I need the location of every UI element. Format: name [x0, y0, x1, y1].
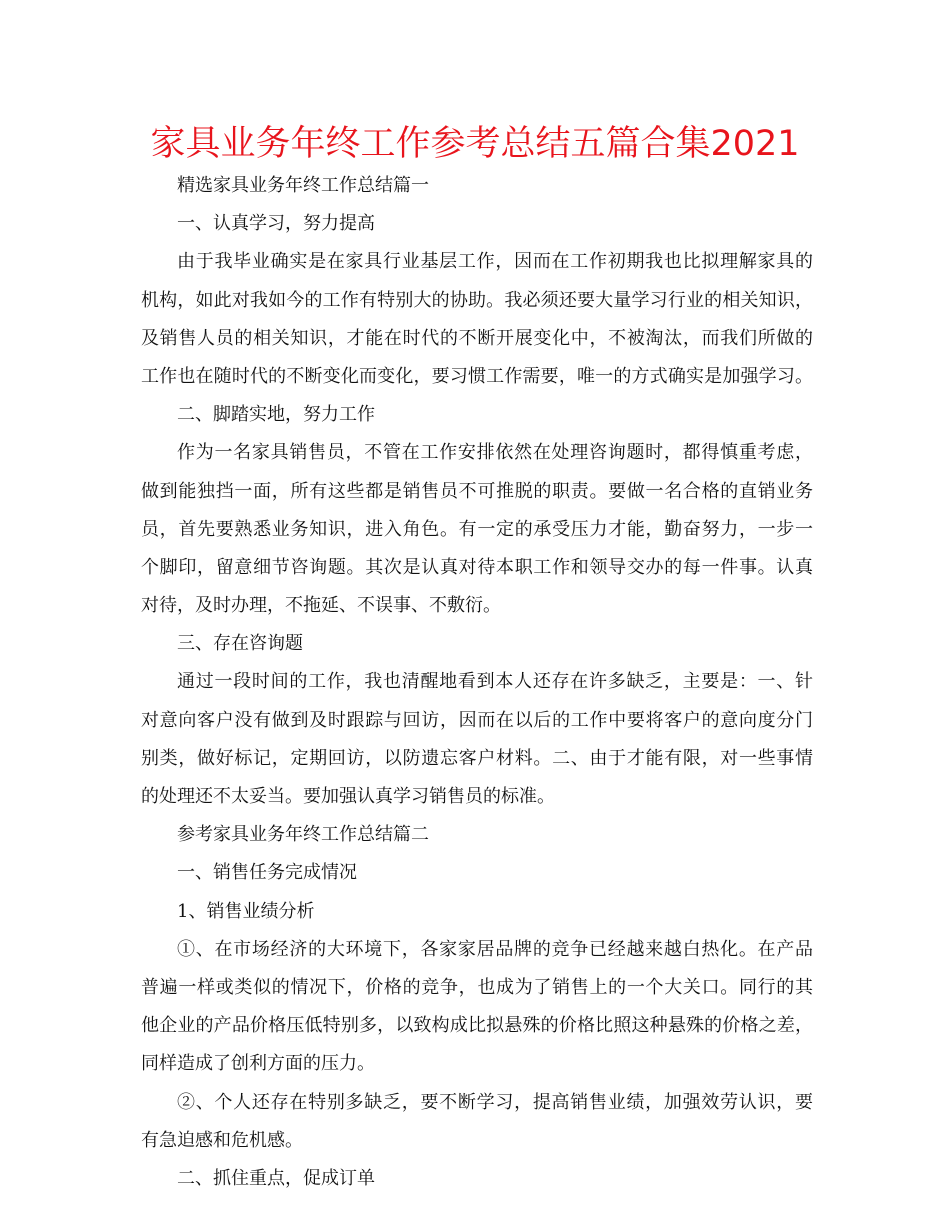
paragraph-line: 他企业的产品价格压低特别多，以致构成比拟悬殊的价格比照这种悬殊的价格之差，: [141, 1015, 813, 1037]
paragraph-line: 一、销售任务完成情况: [177, 862, 357, 884]
paragraph-line: 精选家具业务年终工作总结篇一: [177, 175, 429, 196]
paragraph-line: 对待，及时办理，不拖延、不误事、不敷衍。: [141, 595, 501, 617]
paragraph-line: 通过一段时间的工作，我也清醒地看到本人还存在许多缺乏，主要是：一、针: [177, 671, 813, 693]
paragraph-line: 有急迫感和危机感。: [141, 1129, 303, 1151]
paragraph-line: 三、存在咨询题: [177, 633, 303, 655]
paragraph-line: 及销售人员的相关知识，才能在时代的不断开展变化中，不被淘汰，而我们所做的: [141, 327, 813, 349]
paragraph-line: 二、抓住重点，促成订单: [177, 1167, 375, 1189]
paragraph-line: 普遍一样或类似的情况下，价格的竞争，也成为了销售上的一个大关口。同行的其: [141, 976, 813, 998]
paragraph-line: 二、脚踏实地，努力工作: [177, 404, 375, 426]
paragraph-line: 对意向客户没有做到及时跟踪与回访，因而在以后的工作中要将客户的意向度分门: [141, 709, 813, 731]
paragraph-line: 做到能独挡一面，所有这些都是销售员不可推脱的职责。要做一名合格的直销业务: [141, 480, 813, 502]
paragraph-line: 参考家具业务年终工作总结篇二: [177, 824, 429, 846]
paragraph-line: 由于我毕业确实是在家具行业基层工作，因而在工作初期我也比拟理解家具的: [177, 251, 813, 273]
document-title: 家具业务年终工作参考总结五篇合集2021: [150, 124, 800, 164]
paragraph-line: 一、认真学习，努力提高: [177, 213, 375, 235]
paragraph-line: 别类，做好标记，定期回访，以防遗忘客户材料。二、由于才能有限，对一些事情: [141, 747, 813, 769]
paragraph-line: 1、销售业绩分析: [177, 900, 315, 922]
paragraph-line: 机构，如此对我如今的工作有特别大的协助。我必须还要大量学习行业的相关知识，: [141, 289, 813, 311]
paragraph-line: 同样造成了创利方面的压力。: [141, 1053, 375, 1075]
paragraph-line: ①、在市场经济的大环境下，各家家居品牌的竞争已经越来越白热化。在产品: [177, 938, 813, 960]
paragraph-line: 个脚印，留意细节咨询题。其次是认真对待本职工作和领导交办的每一件事。认真: [141, 556, 813, 578]
paragraph-line: 员，首先要熟悉业务知识，进入角色。有一定的承受压力才能，勤奋努力，一步一: [141, 518, 813, 540]
paragraph-line: ②、个人还存在特别多缺乏，要不断学习，提高销售业绩，加强效劳认识，要: [177, 1091, 813, 1113]
paragraph-line: 作为一名家具销售员，不管在工作安排依然在处理咨询题时，都得慎重考虑，: [177, 442, 813, 464]
paragraph-line: 工作也在随时代的不断变化而变化，要习惯工作需要，唯一的方式确实是加强学习。: [141, 365, 813, 387]
document-body: [141, 167, 813, 1198]
paragraph-line: 的处理还不太妥当。要加强认真学习销售员的标准。: [141, 786, 555, 807]
